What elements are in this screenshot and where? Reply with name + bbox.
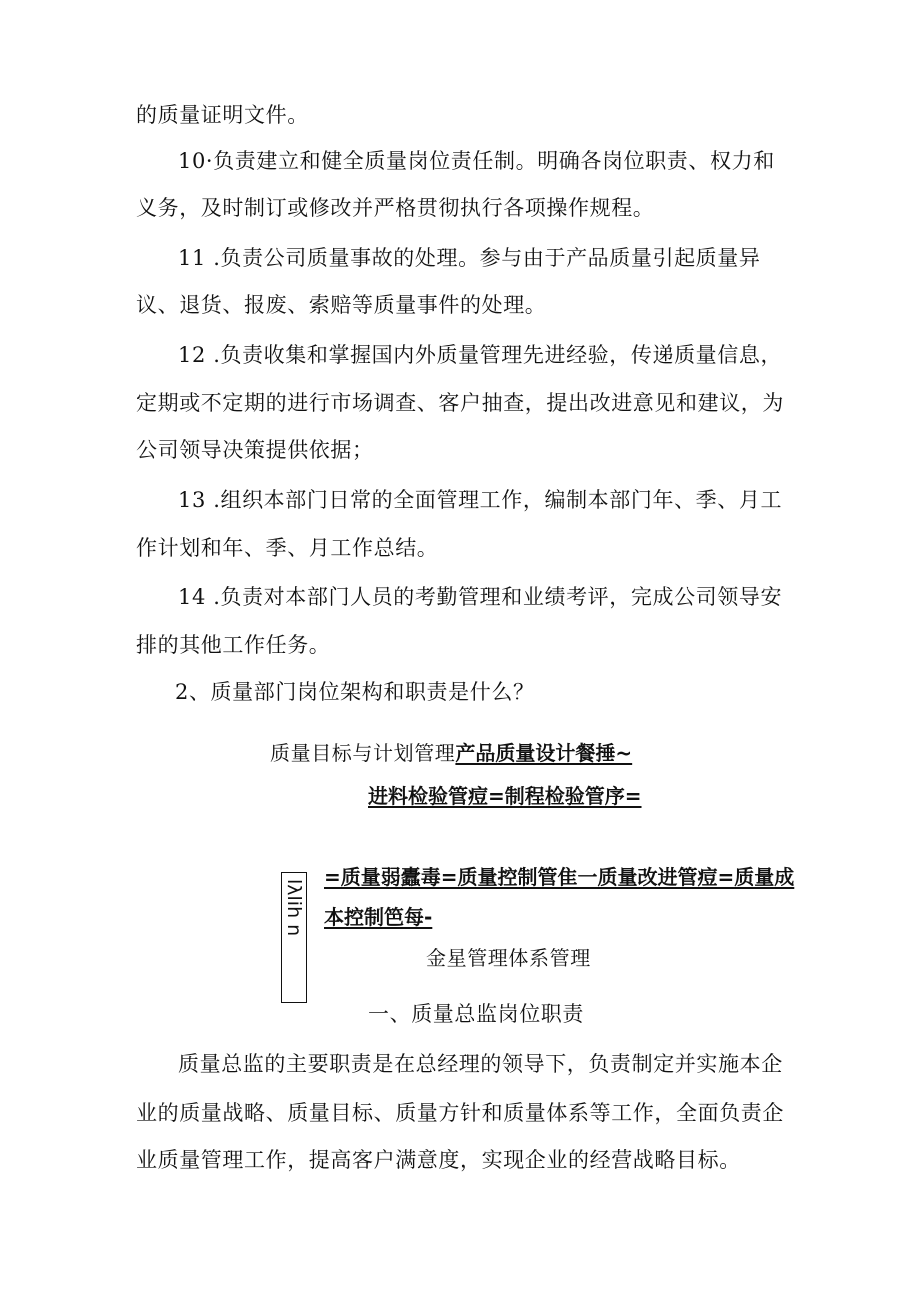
paragraph-line: 的质量证明文件。 <box>136 103 309 127</box>
section-body-line: 质量总监的主要职责是在总经理的领导下，负责制定并实施本企 <box>178 1052 783 1076</box>
section-heading: 一、质量总监岗位职责 <box>368 1002 584 1026</box>
paragraph-line: 义务，及时制订或修改并严格贯彻执行各项操作规程。 <box>136 196 655 220</box>
diagram-row-5: 金星管理体系管理 <box>426 946 591 970</box>
section-body-line: 业质量管理工作，提高客户满意度，实现企业的经营战略目标。 <box>136 1148 741 1172</box>
paragraph-line: 13 .组织本部门日常的全面管理工作，编制本部门年、季、月工 <box>178 488 783 512</box>
paragraph-line: 定期或不定期的进行市场调查、客户抽查，提出改进意见和建议，为 <box>136 391 784 415</box>
question-heading: 2、质量部门岗位架构和职责是什么？ <box>175 680 535 704</box>
paragraph-line: 10·负责建立和健全质量岗位责任制。明确各岗位职责、权力和 <box>178 149 775 173</box>
paragraph-line: 议、退货、报废、索赔等质量事件的处理。 <box>136 293 547 317</box>
diagram-label-bold: 产品质量设计餐捶~ <box>455 741 633 765</box>
paragraph-line: 14 .负责对本部门人员的考勤管理和业绩考评，完成公司领导安 <box>178 585 783 609</box>
diagram-vertical-box <box>281 872 307 1003</box>
diagram-row-1 <box>270 739 632 767</box>
paragraph-line: 11 .负责公司质量事故的处理。参与由于产品质量引起质量异 <box>178 246 761 270</box>
diagram-row-2: 进料检验管痘=制程检验管序= <box>368 784 642 808</box>
paragraph-line: 12 .负责收集和掌握国内外质量管理先进经验，传递质量信息， <box>178 343 783 367</box>
diagram-row-3: =质量弱蠹毒=质量控制管隹一质量改进管痘=质量成 <box>324 865 795 889</box>
diagram-row-4: 本控制笆每- <box>324 905 433 929</box>
paragraph-line: 作计划和年、季、月工作总结。 <box>136 536 439 560</box>
paragraph-line: 公司领导决策提供依据； <box>136 438 374 462</box>
paragraph-line: 排的其他工作任务。 <box>136 633 331 657</box>
diagram-label-plain: 质量目标与计划管理 <box>270 741 456 765</box>
section-body-line: 业的质量战略、质量目标、质量方针和质量体系等工作，全面负责企 <box>136 1101 784 1125</box>
diagram-vertical-text: lλlih n <box>283 879 305 937</box>
